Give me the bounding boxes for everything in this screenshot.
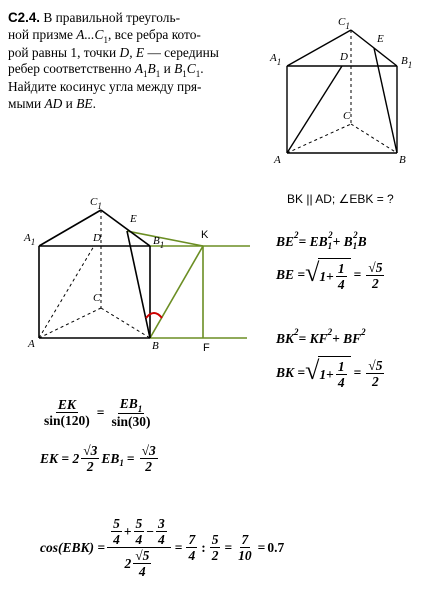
construction-line-ek — [127, 231, 203, 250]
label-a1-big: $A_1$ — [24, 232, 36, 247]
label-d-big: D — [93, 232, 101, 244]
label-c1-small: $C_1$ — [338, 16, 350, 31]
formula-cos-ebk: cos(EBK) = $\frac{5}{4}$ + $\frac{5}{4}$ − $\frac{3}{4}$ 2 $\frac{√5}{4}$ = $\frac{7}{4}$ : $\frac{5}{2}$ = $\frac{7}{10}$ = 0.7 — [40, 516, 285, 579]
formula-ek-value: EK = 2 $\frac{√3}{2}$ EB 1 = $\frac{√3}{2}$ — [40, 443, 156, 474]
label-b1-small: $B_1$ — [401, 55, 413, 70]
small-edge — [351, 30, 397, 66]
label-b-big: B — [152, 340, 159, 352]
small-hidden-edge — [287, 124, 351, 153]
construction-line-bk — [150, 246, 203, 338]
label-c1-big: $C_1$ — [90, 196, 102, 211]
label-a-small: A — [274, 154, 281, 166]
small-hidden-edge — [351, 124, 397, 153]
label-k: K — [201, 229, 209, 241]
label-b1-big: $B_1$ — [153, 235, 165, 250]
parallel-note: BK || AD; ∠EBK = ? — [287, 192, 394, 206]
label-d-small: D — [340, 51, 348, 63]
label-a1-small: $A_1$ — [270, 52, 282, 67]
label-e-small: E — [377, 33, 384, 45]
big-hidden-edge-ad — [39, 246, 94, 338]
formula-bk-value: BK = √ 1 + $\frac{1}{4}$ = $\frac{√5}{2}$ — [276, 356, 383, 390]
formula-be-value: BE = √ 1 + $\frac{1}{4}$ = $\frac{√5}{2}$ — [276, 258, 383, 292]
small-edge-ad — [287, 66, 342, 153]
formula-bk-squared: BK 2 = KF 2 + BF 2 — [276, 327, 366, 346]
big-edge — [39, 210, 101, 246]
small-edge-be — [374, 48, 397, 153]
problem-text: С2.4. В правильной треуголь- ной призме $A...C_1$, все ребра кото- рой равны 1, точки D, E — середины ребер соответственно $A_1B_1$ и $B_1C_1$. Найдите косинус угла между пря- мыми AD и BE. — [8, 10, 219, 111]
problem-number: С2.4. — [8, 10, 41, 25]
big-edge — [101, 210, 150, 246]
label-a-big: A — [28, 338, 35, 350]
label-c-small: C — [343, 110, 351, 122]
formula-sine-law: $\frac{EK}{\sin(120)}$ = $\frac{EB_1}{\sin(30)}$ — [44, 396, 151, 429]
angle-arc — [146, 313, 162, 318]
label-b-small: B — [399, 154, 406, 166]
label-f: F — [203, 342, 210, 354]
big-hidden-edge — [39, 308, 101, 338]
big-edge-be — [127, 231, 150, 338]
label-e-big: E — [130, 213, 137, 225]
big-hidden-edge — [101, 308, 150, 338]
label-c-big: C — [93, 292, 101, 304]
formula-be-squared: BE 2 = EB 1 2 + B 1 2 B — [276, 230, 367, 251]
